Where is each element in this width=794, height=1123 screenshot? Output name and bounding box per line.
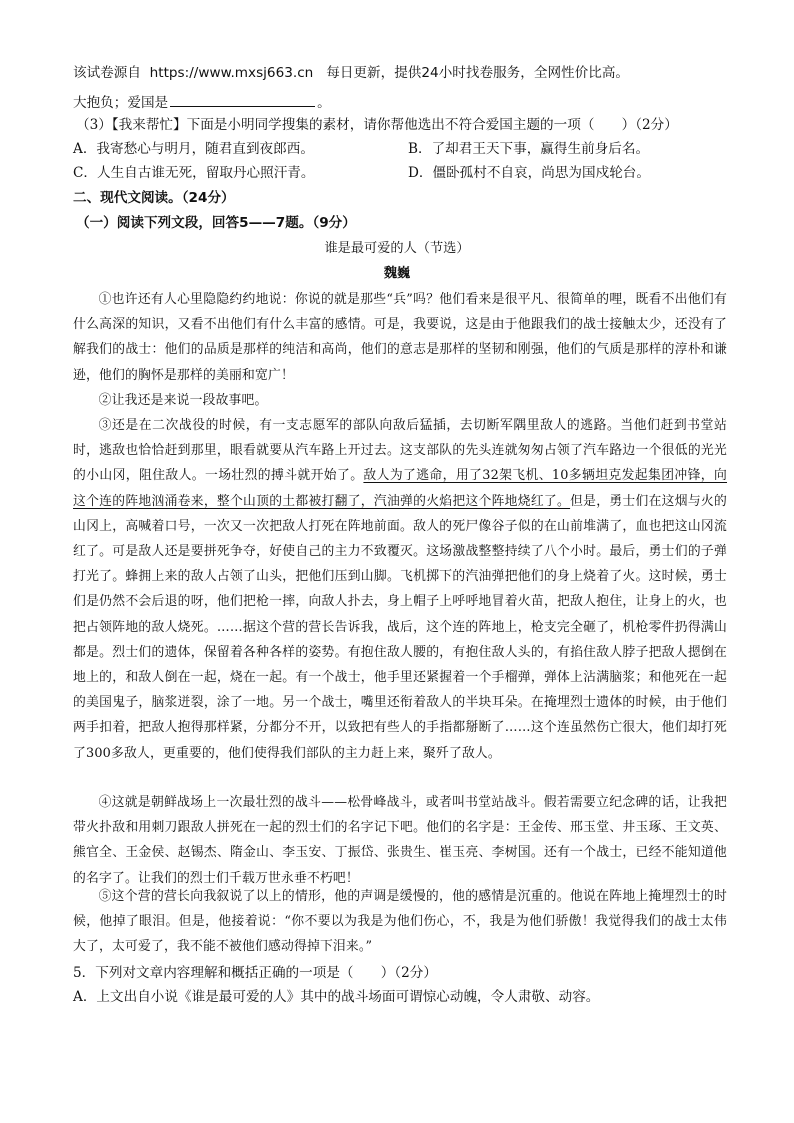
paragraph-1: ①也许还有人心里隐隐约约地说：你说的就是那些“兵”吗？他们看来是很平凡、很简单的哩，既看不出他们有什么高深的知识，又看不出他们有什么丰富的感情。可是，我要说，这是由于他跟我们的战士接触太少，还没有了解我们的战士：他们的品质是那样的纯洁和高尚，他们的意志是那样的坚韧和刚强，他们的气质是那样的淳朴和谦逊，他们的胸怀是那样的美丽和宽广！ — [73, 292, 727, 383]
answer-blank[interactable] — [170, 92, 315, 107]
paragraph-2: ②让我还是来说一段故事吧。 — [98, 393, 268, 408]
sub-heading: （一）阅读下列文段，回答5——7题。（9分） — [76, 215, 356, 231]
q3-option-b: B．了却君王天下事，赢得生前身后名。 — [408, 141, 650, 157]
q3-option-c: C．人生自古谁无死，留取丹心照汗青。 — [73, 165, 315, 181]
paragraph-4: ④这就是朝鲜战场上一次最壮烈的战斗——松骨峰战斗，或者叫书堂站战斗。假若需要立纪念碑的话，让我把带火扑敌和用刺刀跟敌人拼死在一起的烈士们的名字记下吧。他们的名字是：王金传、邢玉堂、井玉琢、王文英、熊官全、王金侯、赵锡杰、隋金山、李玉安、丁振岱、张贵生、崔玉亮、李树国。还有一个战士，已经不能知道他的名字了。让我们的烈士们千载万世永垂不朽吧！ — [73, 795, 727, 886]
article-author: 魏巍 — [383, 266, 411, 281]
paragraph-5: ⑤这个营的营长向我叙说了以上的情形，他的声调是缓慢的，他的感情是沉重的。他说在阵地上掩埋烈士的时候，他掉了眼泪。但是，他接着说：“你不要以为我是为他们伤心，不，我是为他们骄傲！我觉得我们的战士太伟大了，太可爱了，我不能不被他们感动得掉下泪来。” — [73, 889, 727, 955]
q3-option-d: D．僵卧孤村不自哀，尚思为国戍轮台。 — [408, 165, 650, 181]
underlined-sentence: 敌人为了逃命，用了32架飞机、10多辆坦克发起集团冲锋，向这个连的阵地汹涌卷来，整个山顶的土都被打翻了，汽油弹的火焰把这个阵地烧红了。 — [73, 468, 728, 509]
q5-prompt: 5．下列对文章内容理解和概括正确的一项是（ ）（2分） — [73, 965, 437, 981]
paragraph-3-part-a: ③还是在二次战役的时候，有一支志愿军的部队向敌后猛插，去切断军隅里敌人的逃路。当他们赶到书堂站时，逃敌也恰恰赶到那里，眼看就要从汽车路上开过去。这支部队的先头连就匆匆占领了汽车路边一个很低的光光的小山冈，阻住敌人。一场壮烈的搏斗就开始了。 — [73, 418, 727, 484]
source-line — [73, 64, 629, 82]
paragraph-3 — [73, 413, 727, 766]
q3-prompt: （3）【我来帮忙】下面是小明同学搜集的素材，请你帮他选出不符合爱国主题的一项（ ）（2分） — [76, 117, 678, 133]
q3-option-a: A．我寄愁心与明月，随君直到夜郎西。 — [73, 141, 314, 157]
section-heading: 二、现代文阅读。（24分） — [73, 190, 235, 206]
source-prefix: 该试卷源自 — [73, 65, 141, 81]
source-suffix: 每日更新，提供24小时找卷服务，全网性价比高。 — [326, 65, 630, 81]
q2-tail-text: 大抱负；爱国是 — [73, 95, 169, 111]
article-title: 谁是最可爱的人（节选） — [324, 241, 470, 256]
source-url-link[interactable]: https://www.mxsj663.cn — [149, 65, 314, 81]
q5-option-a: A．上文出自小说《谁是最可爱的人》其中的战斗场面可谓惊心动魄，令人肃敬、动容。 — [73, 989, 600, 1005]
paragraph-3-part-b: 但是，勇士们在这烟与火的山冈上，高喊着口号，一次又一次把敌人打死在阵地前面。敌人的死尸像谷子似的在山前堆满了，血也把这山冈流红了。可是敌人还是要拼死争夺，好使自己的主力不致覆灭。这场激战整整持续了八个小时。最后，勇士们的子弹打光了。蜂拥上来的敌人占领了山头，把他们压到山脚。飞机掷下的汽油弹把他们的身上烧着了火。这时候，勇士们是仍然不会后退的呀，他们把枪一摔，向敌人扑去，身上帽子上呼呼地冒着火苗，把敌人抱住，让身上的火，也把占领阵地的敌人烧死。……据这个营的营长告诉我，战后，这个连的阵地上，枪支完全砸了，机枪零件扔得满山都是。烈士们的遗体，保留着各种各样的姿势。有抱住敌人腰的，有抱住敌人头的，有掐住敌人脖子把敌人摁倒在地上的，和敌人倒在一起，烧在一起。有一个战士，他手里还紧握着一个手榴弹，弹体上沾满脑浆；和他死在一起的美国鬼子，脑浆迸裂，涂了一地。另一个战士，嘴里还衔着敌人的半块耳朵。在掩埋烈士遗体的时候，由于他们两手扣着，把敌人抱得那样紧，分都分不开，以致把有些人的手指都掰断了……这个连虽然伤亡很大，他们却打死了300多敌人，更重要的，他们使得我们部队的主力赶上来，聚歼了敌人。 — [73, 493, 727, 761]
q2-tail-end: 。 — [317, 95, 331, 111]
q2-tail-line — [73, 92, 331, 112]
